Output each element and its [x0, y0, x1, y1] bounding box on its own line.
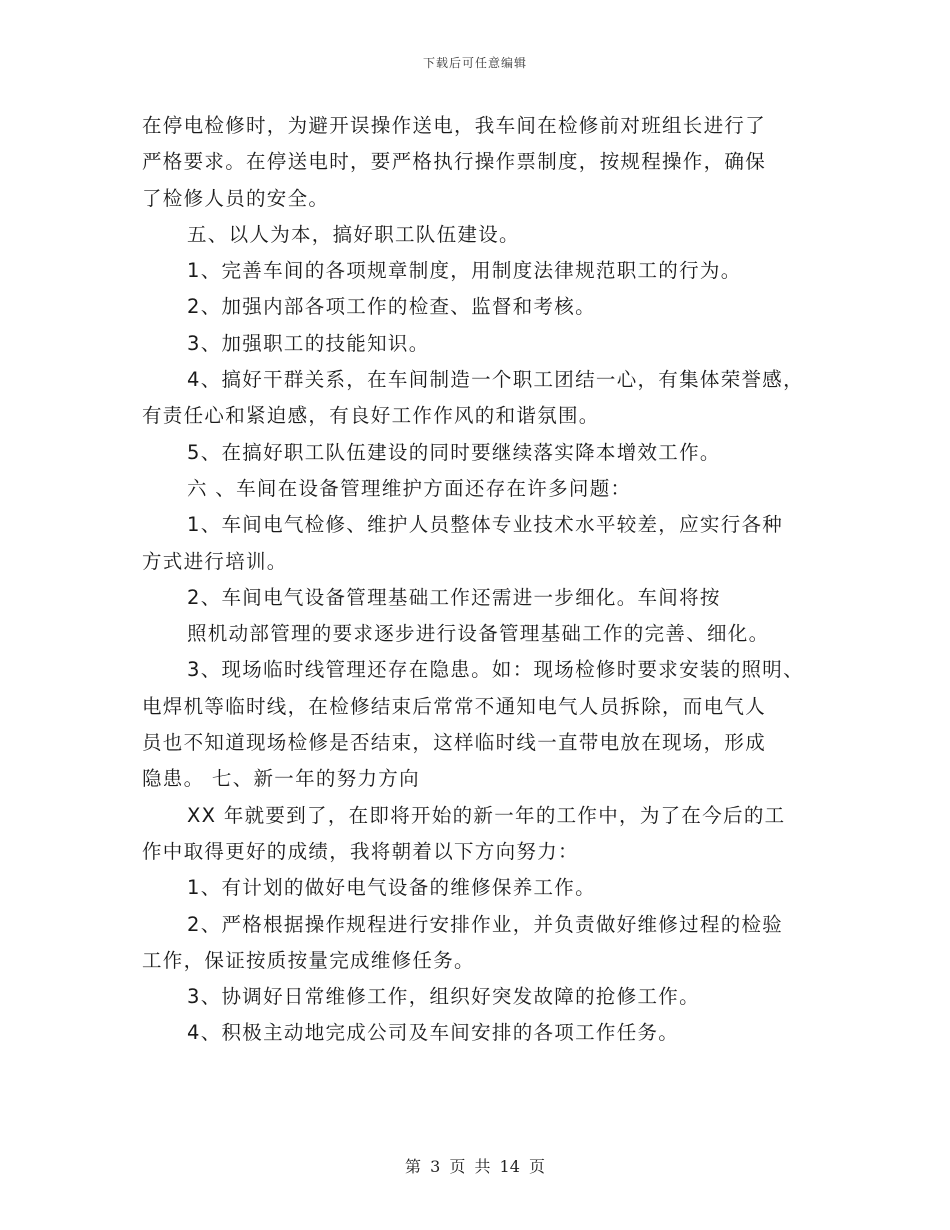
list-item: 5、在搞好职工队伍建设的同时要继续落实降本增效工作。: [187, 440, 721, 464]
section-heading: 五、以人为本，搞好职工队伍建设。: [187, 222, 520, 246]
page-footer: 第 3 页 共 14 页: [405, 1157, 545, 1176]
list-item: 3、现场临时线管理还存在隐患。如：现场检修时要求安装的照明、: [187, 658, 804, 682]
paragraph-line: 电焊机等临时线，在检修结束后常常不通知电气人员拆除，而电气人: [142, 694, 767, 718]
paragraph-line: 工作，保证按质按量完成维修任务。: [142, 948, 475, 972]
list-item: 3、加强职工的技能知识。: [187, 331, 430, 355]
paragraph-line: XX 年就要到了，在即将开始的新一年的工作中，为了在今后的工: [187, 803, 786, 827]
list-item: 3、协调好日常维修工作，组织好突发故障的抢修工作。: [187, 985, 700, 1009]
list-item: 4、搞好干群关系，在车间制造一个职工团结一心，有集体荣誉感，: [187, 368, 804, 392]
list-item: 4、积极主动地完成公司及车间安排的各项工作任务。: [187, 1021, 680, 1045]
paragraph-line: 了检修人员的安全。: [142, 186, 330, 210]
list-item: 2、加强内部各项工作的检查、监督和考核。: [187, 295, 596, 319]
paragraph-line: 方式进行培训。: [142, 549, 288, 573]
paragraph-line: 作中取得更好的成绩，我将朝着以下方向努力：: [142, 839, 579, 863]
paragraph-line: 在停电检修时，为避开误操作送电，我车间在检修前对班组长进行了: [142, 114, 767, 137]
paragraph-line: 员也不知道现场检修是否结束，这样临时线一直带电放在现场，形成: [142, 731, 767, 755]
list-item: 1、车间电气检修、维护人员整体专业技术水平较差，应实行各种: [187, 513, 784, 537]
list-item: 2、严格根据操作规程进行安排作业，并负责做好维修过程的检验: [187, 912, 784, 936]
paragraph-line: 隐患。 七、新一年的努力方向: [142, 767, 420, 791]
list-item: 2、车间电气设备管理基础工作还需进一步细化。车间将按: [187, 585, 721, 609]
paragraph-line: 照机动部管理的要求逐步进行设备管理基础工作的完善、细化。: [187, 622, 770, 646]
list-item: 1、有计划的做好电气设备的维修保养工作。: [187, 876, 596, 900]
section-heading: 六 、车间在设备管理维护方面还存在许多问题：: [187, 476, 632, 500]
document-body: [142, 108, 832, 1052]
list-item: 1、完善车间的各项规章制度，用制度法律规范职工的行为。: [187, 259, 742, 283]
paragraph-line: 严格要求。在停送电时，要严格执行操作票制度，按规程操作，确保: [142, 150, 767, 174]
paragraph-line: 有责任心和紧迫感，有良好工作作风的和谐氛围。: [142, 404, 600, 428]
page-header: 下载后可任意编辑: [422, 56, 527, 70]
